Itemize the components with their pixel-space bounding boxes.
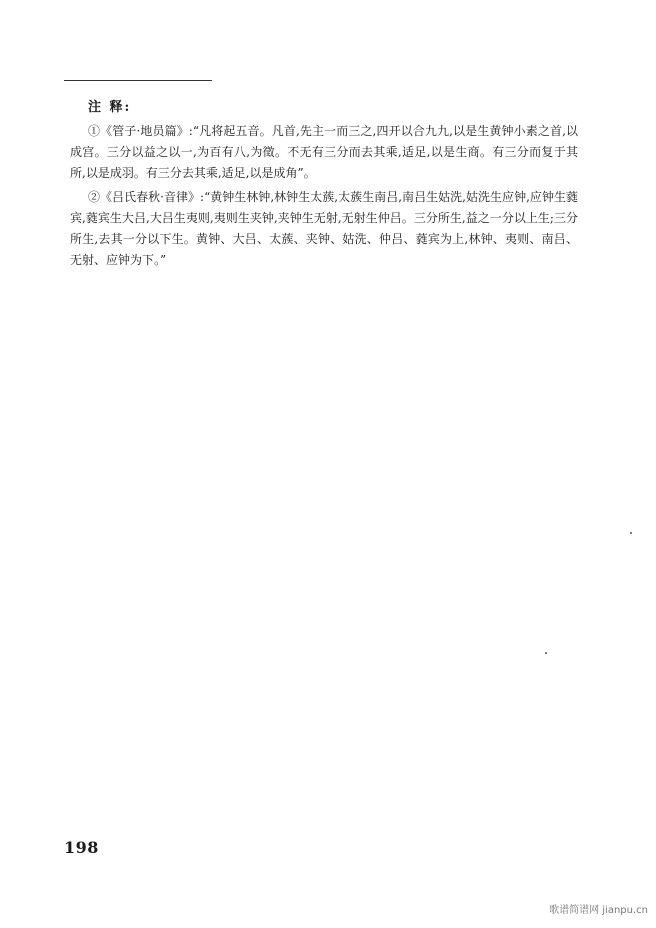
notes-section <box>70 96 578 271</box>
note-1: ①《管子·地员篇》:“凡将起五音。凡首,先主一而三之,四开以合九九,以是生黄钟小素之首,以成宫。三分以益之以一,为百有八,为徵。不无有三分而去其乘,适足,以是生商。有三分而复于其所,以是成羽。有三分去其乘,适足,以是成角”。 <box>70 124 578 180</box>
footnote-separator-rule <box>64 80 212 81</box>
scan-speck <box>630 532 632 534</box>
page-number: 198 <box>64 838 99 857</box>
notes-heading: 注 释: <box>88 100 132 115</box>
watermark-text: 歌谱简谱网 jianpu.cn <box>549 905 648 916</box>
scan-speck <box>545 652 547 654</box>
note-2: ②《吕氏春秋·音律》:“黄钟生林钟,林钟生太蔟,太蔟生南吕,南吕生姑洗,姑洗生应钟,应钟生蕤宾,蕤宾生大吕,大吕生夷则,夷则生夹钟,夹钟生无射,无射生仲吕。三分所生,益之一分以上生;三分所生,去其一分以下生。黄钟、大吕、太蔟、夹钟、姑洗、仲吕、蕤宾为上,林钟、夷则、南吕、无射、应钟为下。” <box>70 190 578 267</box>
